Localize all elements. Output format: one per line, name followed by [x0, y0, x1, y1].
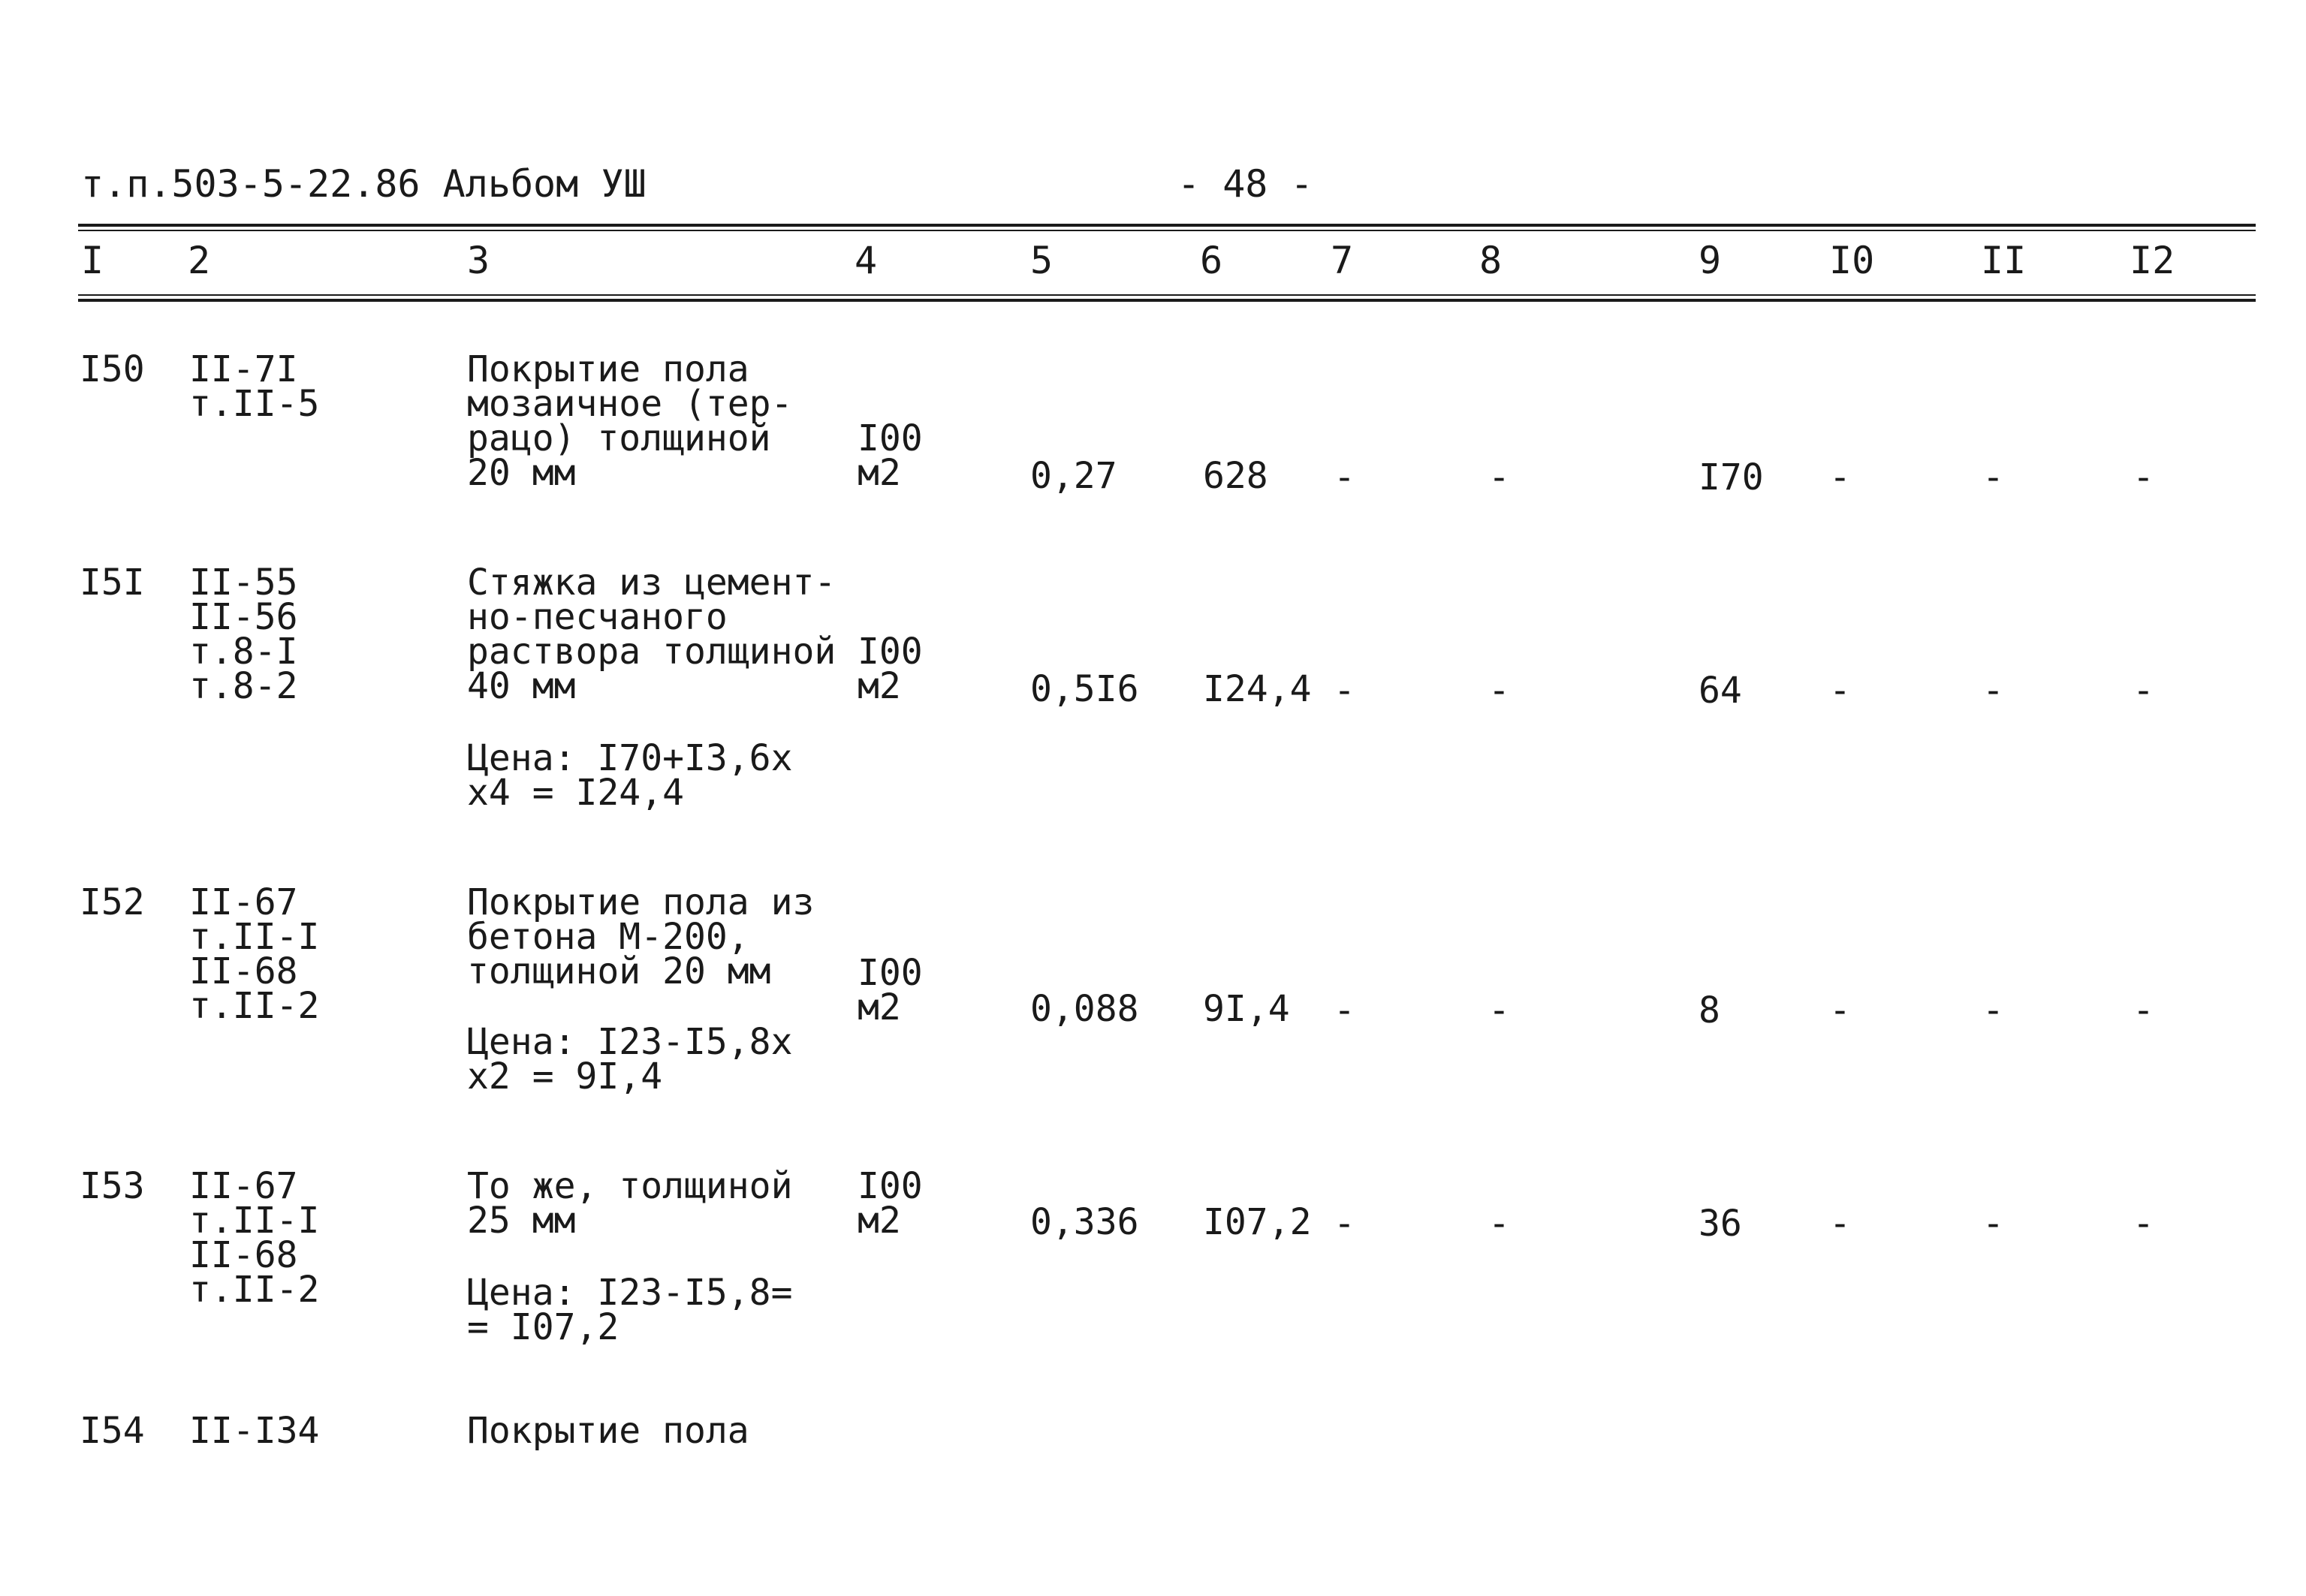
- row-description-line: 25 мм: [467, 1200, 576, 1242]
- row-qty: 0,5I6: [1030, 668, 1139, 710]
- row-col10: -: [1829, 989, 1851, 1031]
- row-col9: I70: [1699, 456, 1764, 498]
- col-num-2: 2: [188, 239, 211, 282]
- row-unit: I00: [858, 631, 923, 673]
- col-num-10: I0: [1829, 239, 1875, 282]
- row-col7: -: [1334, 456, 1355, 498]
- row-unit: I00: [858, 952, 923, 994]
- row-col8: -: [1488, 989, 1510, 1031]
- document-code: т.п.503-5-22.86 Альбом УШ: [81, 162, 647, 206]
- row-col10: -: [1829, 670, 1851, 712]
- col-num-6: 6: [1200, 239, 1223, 282]
- row-col10: -: [1829, 456, 1851, 498]
- row-unit: I00: [858, 1165, 923, 1207]
- row-unit: м2: [858, 665, 901, 707]
- row-num: I54: [80, 1410, 145, 1452]
- row-num: I5I: [80, 562, 145, 604]
- header-rule-bottom: [78, 299, 2256, 302]
- row-price: I07,2: [1203, 1201, 1312, 1243]
- row-description-line: толщиной 20 мм: [467, 950, 771, 992]
- row-qty: 0,088: [1030, 988, 1139, 1030]
- row-price-note: Цена: I70+I3,6x: [467, 737, 793, 779]
- row-description-line: 20 мм: [467, 452, 576, 494]
- col-num-8: 8: [1479, 239, 1503, 282]
- row-description-line: Покрытие пола из: [467, 881, 815, 923]
- col-num-9: 9: [1699, 239, 1722, 282]
- col-num-3: 3: [467, 239, 490, 282]
- col-num-11: II: [1981, 239, 2027, 282]
- row-description-line: То же, толщиной: [467, 1165, 793, 1207]
- row-code: II-55: [189, 562, 298, 604]
- row-num: I52: [80, 881, 145, 923]
- row-col7: -: [1334, 670, 1355, 712]
- row-description-line: бетона М-200,: [467, 916, 749, 958]
- row-unit: м2: [858, 452, 901, 494]
- row-description-line: раствора толщиной: [467, 631, 836, 673]
- row-col11: -: [1982, 1203, 2004, 1245]
- row-code: II-67: [189, 1165, 298, 1207]
- row-col7: -: [1334, 1203, 1355, 1245]
- row-num: I50: [80, 348, 145, 390]
- col-num-12: I2: [2130, 239, 2175, 282]
- row-price: 628: [1203, 455, 1268, 497]
- row-code: т.II-I: [189, 1200, 320, 1242]
- row-num: I53: [80, 1165, 145, 1207]
- page-number: - 48 -: [1177, 162, 1313, 206]
- row-code: II-I34: [189, 1410, 320, 1452]
- row-col9: 8: [1699, 989, 1720, 1031]
- header-rule-top: [78, 224, 2256, 227]
- col-num-1: I: [81, 239, 104, 282]
- row-col12: -: [2133, 670, 2154, 712]
- header-rule-bottom-thin: [78, 294, 2256, 296]
- row-unit: м2: [858, 1200, 901, 1242]
- row-col12: -: [2133, 456, 2154, 498]
- row-description-line: 40 мм: [467, 665, 576, 707]
- row-price-note: x2 = 9I,4: [467, 1055, 663, 1098]
- row-unit: I00: [858, 417, 923, 459]
- row-description-line: мозаичное (тер-: [467, 383, 793, 425]
- row-col8: -: [1488, 670, 1510, 712]
- row-price-note: x4 = I24,4: [467, 772, 684, 814]
- header-rule-top-thin: [78, 230, 2256, 231]
- row-code: т.II-2: [189, 985, 320, 1027]
- row-code: т.II-I: [189, 916, 320, 958]
- row-col9: 64: [1699, 670, 1742, 712]
- row-price-note: Цена: I23-I5,8=: [467, 1272, 793, 1314]
- row-col11: -: [1982, 989, 2004, 1031]
- row-col11: -: [1982, 456, 2004, 498]
- row-col11: -: [1982, 670, 2004, 712]
- row-code: т.8-2: [189, 665, 298, 707]
- row-col8: -: [1488, 456, 1510, 498]
- row-col7: -: [1334, 989, 1355, 1031]
- row-code: II-7I: [189, 348, 298, 390]
- row-qty: 0,336: [1030, 1201, 1139, 1243]
- row-price-note: = I07,2: [467, 1306, 619, 1348]
- row-description-line: Стяжка из цемент-: [467, 562, 836, 604]
- row-code: II-67: [189, 881, 298, 923]
- row-col9: 36: [1699, 1203, 1742, 1245]
- col-num-5: 5: [1030, 239, 1054, 282]
- row-col12: -: [2133, 989, 2154, 1031]
- row-code: II-68: [189, 1234, 298, 1276]
- row-description-line: Покрытие пола: [467, 1410, 749, 1452]
- col-num-7: 7: [1331, 239, 1354, 282]
- row-col8: -: [1488, 1203, 1510, 1245]
- row-description-line: рацо) толщиной: [467, 417, 771, 459]
- row-description-line: но-песчаного: [467, 596, 728, 638]
- row-description-line: Покрытие пола: [467, 348, 749, 390]
- row-unit: м2: [858, 986, 901, 1028]
- row-code: II-68: [189, 950, 298, 992]
- row-col10: -: [1829, 1203, 1851, 1245]
- row-code: т.II-2: [189, 1269, 320, 1311]
- row-code: т.II-5: [189, 383, 320, 425]
- row-price: 9I,4: [1203, 988, 1290, 1030]
- row-qty: 0,27: [1030, 455, 1117, 497]
- row-price-note: Цена: I23-I5,8x: [467, 1021, 793, 1063]
- row-code: II-56: [189, 596, 298, 638]
- row-col12: -: [2133, 1203, 2154, 1245]
- row-price: I24,4: [1203, 668, 1312, 710]
- col-num-4: 4: [855, 239, 878, 282]
- row-code: т.8-I: [189, 631, 298, 673]
